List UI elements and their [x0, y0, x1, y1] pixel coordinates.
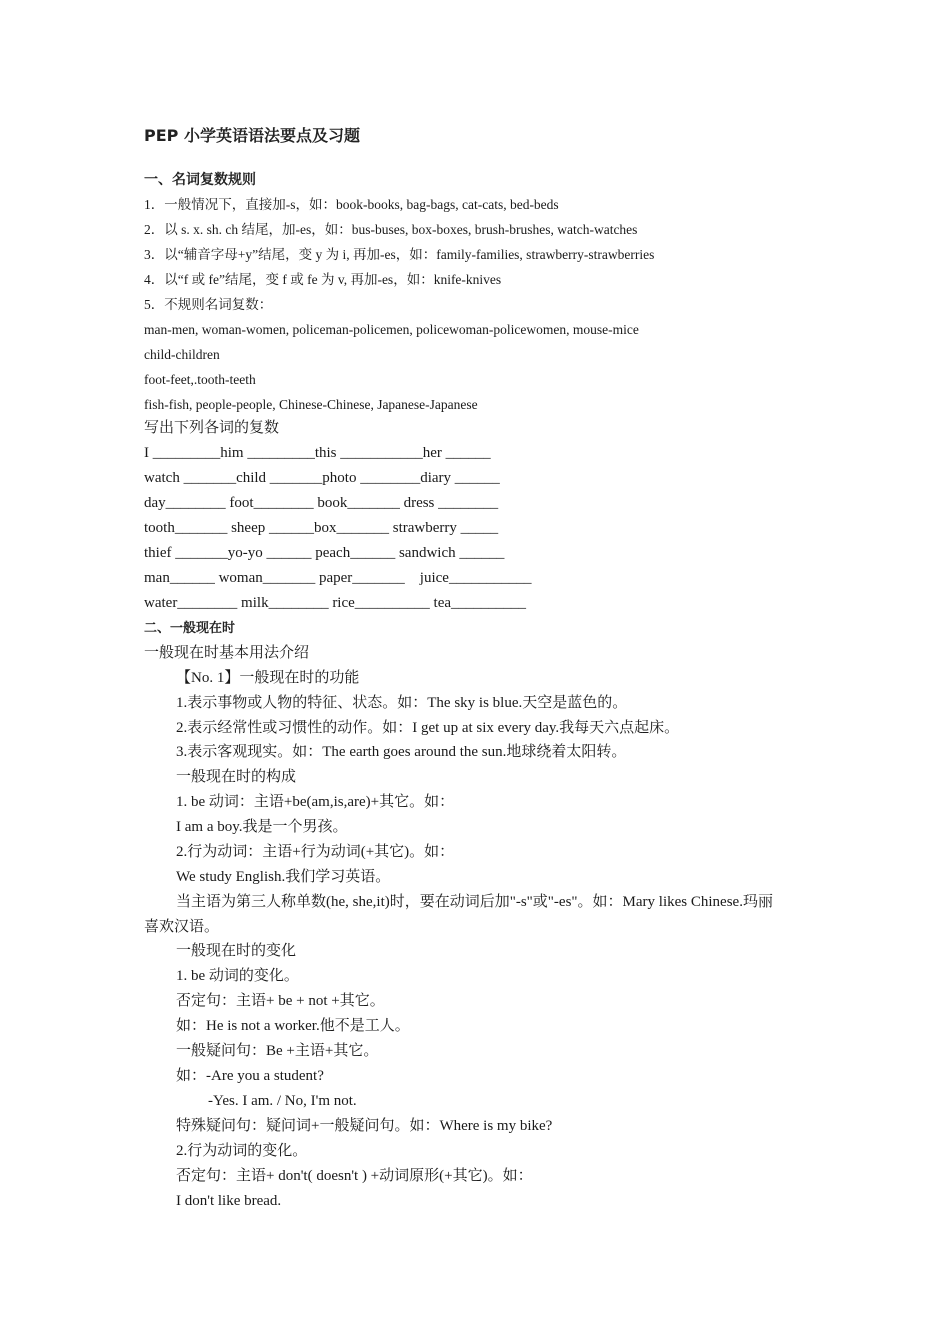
change-1: 1. be 动词的变化。 — [176, 968, 299, 984]
section-heading-present: 二、一般现在时 — [144, 621, 236, 636]
change2-1: 特殊疑问句：疑问词+一般疑问句。如：Where is my bike? — [176, 1118, 553, 1134]
no1-heading: 【No. 1】一般现在时的功能 — [176, 670, 360, 686]
structure-4: We study English.我们学习英语。 — [176, 869, 391, 885]
exercise-line-7: water________ milk________ rice__________ tea__________ — [144, 595, 527, 611]
exercise-title: 写出下列各词的复数 — [144, 420, 280, 436]
rule-3: 3．以“辅音字母+y”结尾，变 y 为 i, 再加-es，如：family-families, strawberry-strawberries — [144, 247, 655, 262]
answer-line: -Yes. I am. / No, I'm not. — [208, 1093, 357, 1109]
present-intro: 一般现在时基本用法介绍 — [144, 645, 310, 661]
function-2: 2.表示经常性或习惯性的动作。如：I get up at six every day.我每天六点起床。 — [176, 720, 680, 736]
section-heading-plural: 一、名词复数规则 — [144, 172, 256, 188]
structure-1: 1. be 动词：主语+be(am,is,are)+其它。如： — [176, 794, 455, 810]
exercise-line-6: man______ woman_______ paper_______ juice___________ — [144, 570, 532, 586]
exercise-line-3: day________ foot________ book_______ dress ________ — [144, 495, 499, 511]
rule-1: 1．一般情况下，直接加-s，如：book-books, bag-bags, cat-cats, bed-beds — [144, 197, 559, 212]
function-1: 1.表示事物或人物的特征、状态。如：The sky is blue.天空是蓝色的。 — [176, 695, 628, 711]
third-person-rule: 当主语为第三人称单数(he, she,it)时，要在动词后加"-s"或"-es"。如：Mary likes Chinese.玛丽 — [176, 894, 773, 910]
structure-title: 一般现在时的构成 — [176, 769, 297, 785]
change-title: 一般现在时的变化 — [176, 943, 297, 959]
structure-3: 2.行为动词：主语+行为动词(+其它)。如： — [176, 844, 455, 860]
change2-4: I don't like bread. — [176, 1193, 282, 1209]
change2-3: 否定句：主语+ don't( doesn't ) +动词原形(+其它)。如： — [176, 1168, 533, 1184]
irregular-line-4: fish-fish, people-people, Chinese-Chinese, Japanese-Japanese — [144, 397, 478, 412]
change-5: 如：-Are you a student? — [176, 1068, 324, 1084]
exercise-line-1: I _________him _________this ___________her ______ — [144, 445, 491, 461]
rule-5: 5．不规则名词复数： — [144, 297, 273, 312]
change-4: 一般疑问句：Be +主语+其它。 — [176, 1043, 379, 1059]
rule-2: 2．以 s. x. sh. ch 结尾，加-es，如：bus-buses, box-boxes, brush-brushes, watch-watches — [144, 222, 638, 237]
exercise-line-5: thief _______yo-yo ______ peach______ sandwich ______ — [144, 545, 505, 561]
structure-2: I am a boy.我是一个男孩。 — [176, 819, 348, 835]
third-person-rule-cont: 喜欢汉语。 — [144, 919, 220, 935]
rule-4: 4．以“f 或 fe”结尾，变 f 或 fe 为 v, 再加-es，如：knife-knives — [144, 272, 502, 287]
change-2: 否定句：主语+ be + not +其它。 — [176, 993, 385, 1009]
function-3: 3.表示客观现实。如：The earth goes around the sun.地球绕着太阳转。 — [176, 744, 627, 760]
irregular-line-3: foot-feet,.tooth-teeth — [144, 372, 256, 387]
irregular-line-1: man-men, woman-women, policeman-policemen, policewoman-policewomen, mouse-mice — [144, 322, 639, 337]
page-title: PEP 小学英语语法要点及习题 — [144, 126, 360, 145]
irregular-line-2: child-children — [144, 347, 220, 362]
change2-2: 2.行为动词的变化。 — [176, 1143, 308, 1159]
change-3: 如：He is not a worker.他不是工人。 — [176, 1018, 410, 1034]
exercise-line-4: tooth_______ sheep ______box_______ strawberry _____ — [144, 520, 499, 536]
exercise-line-2: watch _______child _______photo ________diary ______ — [144, 470, 500, 486]
